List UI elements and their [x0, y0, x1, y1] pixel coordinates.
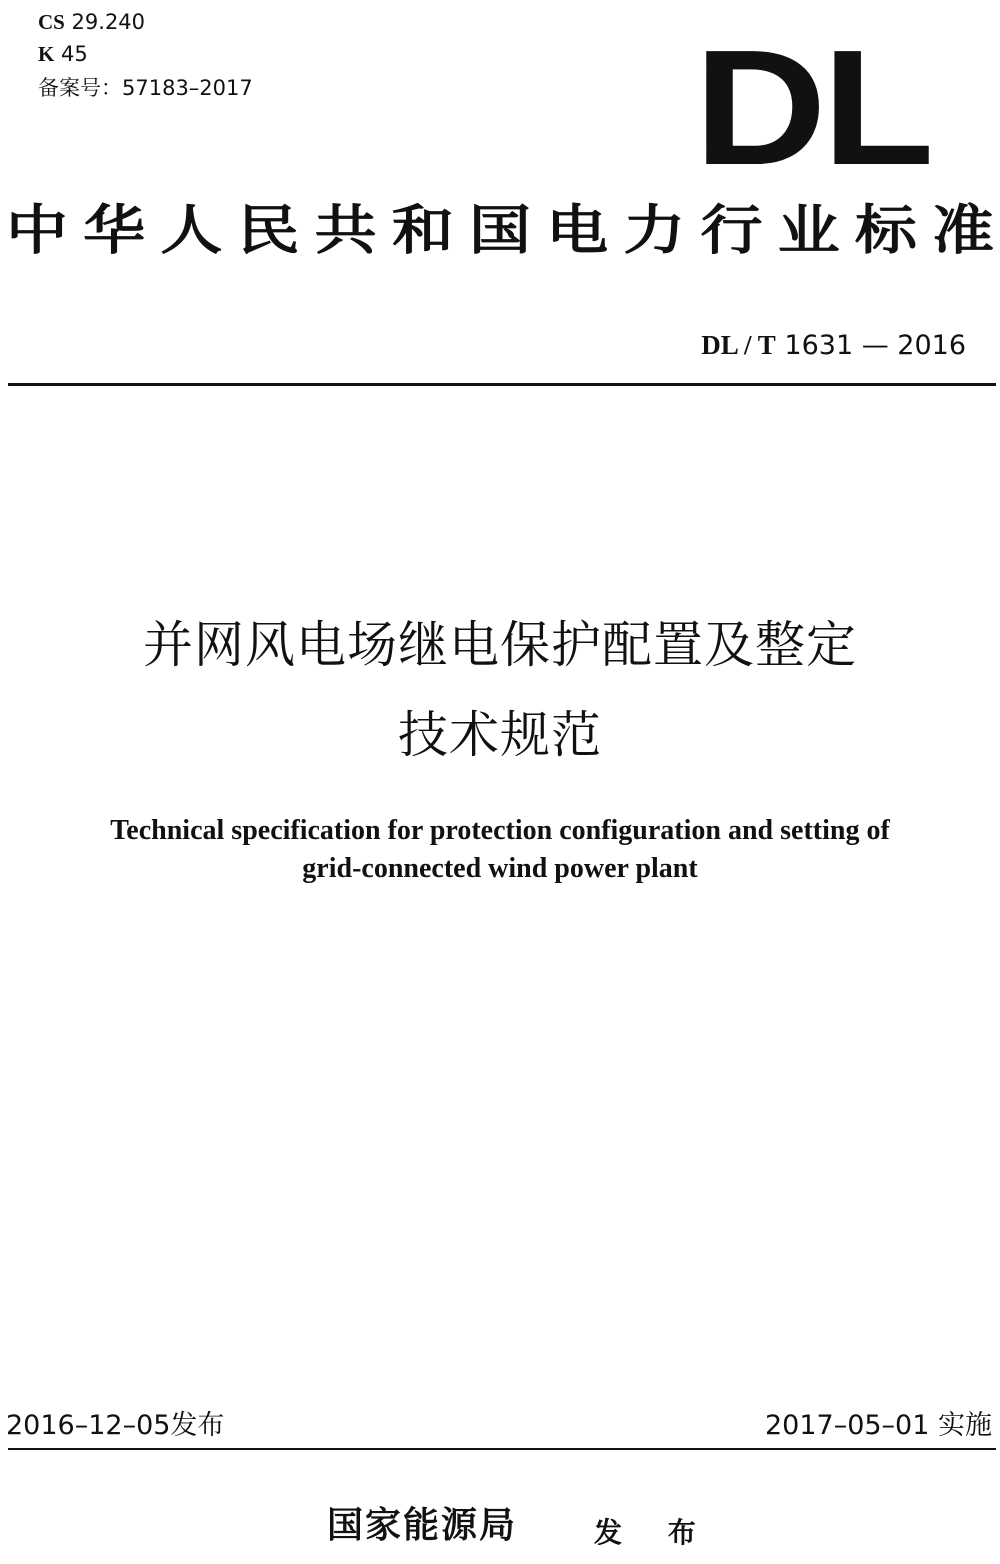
bottom-divider	[8, 1448, 996, 1450]
title-cn-line2: 技术规范	[398, 706, 602, 764]
standard-number	[701, 328, 966, 363]
title-en-line2: grid-connected wind power plant	[302, 853, 698, 884]
ccs-code	[38, 40, 88, 68]
title-en-line1: Technical specification for protection configuration and setting of	[110, 815, 890, 846]
standard-prefix: DL / T	[701, 330, 776, 360]
implementation-date: 2017–05–01 实施	[764, 1410, 992, 1441]
ics-code	[38, 8, 145, 36]
issuer-action: 发 布	[594, 1516, 710, 1549]
ccs-prefix: K	[38, 42, 55, 66]
title-cn-line1: 并网风电场继电保护配置及整定	[143, 616, 857, 674]
issuer-name: 国家能源局	[327, 1504, 518, 1546]
ccs-number: 45	[61, 42, 88, 66]
ics-number: 29.240	[71, 10, 146, 34]
ics-prefix: CS	[38, 10, 65, 34]
dl-logo: DL	[694, 16, 930, 199]
top-divider	[8, 383, 996, 386]
standard-code: 1631 — 2016	[784, 330, 966, 361]
national-standard-title: 中华人民共和国电力行业标准	[6, 198, 996, 262]
registration-number: 备案号：57183–2017	[38, 76, 253, 100]
issue-date: 2016–12–05发布	[6, 1410, 225, 1441]
